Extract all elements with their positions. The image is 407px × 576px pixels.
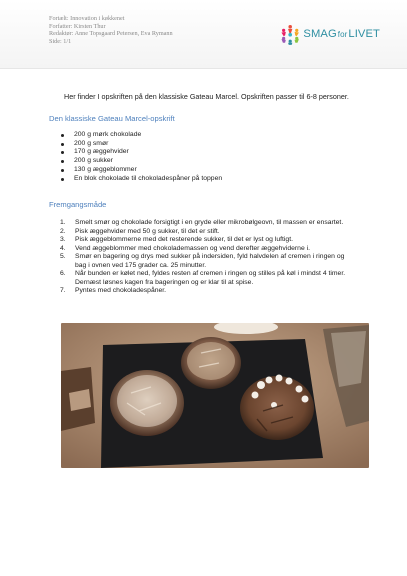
step-text: Pyntes med chokoladespåner. bbox=[75, 287, 167, 294]
ingredient-text: En blok chokolade til chokoladespåner på toppen bbox=[74, 174, 223, 182]
logo-text-small: for bbox=[337, 30, 348, 39]
ingredient-text: 200 g sukker bbox=[74, 157, 113, 165]
ingredient-item bbox=[49, 166, 349, 175]
step-text: Når bunden er kølet ned, fyldes resten af cremen i ringen og stilles på køl i mindst 4 timer. Dernæst løsnes kagen fra bageringen og er klar til at spise. bbox=[75, 270, 346, 286]
logo-text-main: SMAG bbox=[303, 28, 337, 40]
steps-list bbox=[49, 219, 349, 296]
smag-for-livet-logo[interactable] bbox=[280, 17, 380, 51]
ingredients-list bbox=[49, 131, 349, 183]
intro-paragraph: Her finder I opskriften på den klassiske Gateau Marcel. Opskriften passer til 6-8 personer. bbox=[64, 92, 349, 101]
bullet-icon bbox=[61, 134, 64, 137]
meta-line-section: Fortælt: Innovation i køkkenet bbox=[49, 15, 125, 22]
step-item bbox=[49, 245, 349, 254]
step-number: 1. bbox=[60, 219, 66, 226]
step-item bbox=[49, 236, 349, 245]
meta-line-editor: Redaktør: Anne Topsgaard Petersen, Eva Rymann bbox=[49, 30, 173, 38]
step-number: 3. bbox=[60, 236, 66, 243]
step-number: 4. bbox=[60, 244, 66, 252]
step-number: 5. bbox=[60, 253, 66, 260]
ingredient-item bbox=[49, 148, 349, 157]
step-item bbox=[49, 219, 349, 228]
logo-text-end: LIVET bbox=[348, 28, 380, 40]
ingredient-text: 200 g smør bbox=[74, 139, 109, 147]
ingredient-item bbox=[49, 157, 349, 166]
cake-photo-illustration bbox=[61, 323, 369, 468]
step-item bbox=[49, 253, 349, 270]
step-text: Smelt smør og chokolade forsigtigt i en gryde eller mikrobølgeovn, til massen er ensartet. bbox=[75, 219, 344, 226]
step-text: Smør en bagering og drys med sukker på indersiden, fyld halvdelen af cremen i ringen og bag i ovnen ved 175 grader ca. 25 minutter. bbox=[75, 253, 345, 269]
ingredient-text: 130 g æggeblommer bbox=[74, 165, 137, 173]
recipe-heading: Den klassiske Gateau Marcel-opskrift bbox=[49, 114, 175, 123]
step-number: 6. bbox=[60, 270, 66, 277]
step-number: 7. bbox=[60, 287, 66, 294]
method-heading: Fremgangsmåde bbox=[49, 200, 107, 209]
step-text: Vend æggeblommer med chokolademassen og vend derefter æggehviderne i. bbox=[75, 244, 311, 252]
bullet-icon bbox=[61, 151, 64, 154]
step-text: Pisk æggehvider med 50 g sukker, til det er stift. bbox=[75, 227, 220, 235]
page-header bbox=[0, 0, 407, 69]
step-item bbox=[49, 270, 349, 287]
meta-line-page: Side: 1/1 bbox=[49, 37, 72, 45]
step-item bbox=[49, 228, 349, 237]
bullet-icon bbox=[61, 178, 64, 181]
meta-line-author: Forfatter: Kirsten Thur bbox=[49, 22, 106, 30]
logo-wordmark bbox=[303, 28, 380, 40]
step-number: 2. bbox=[60, 227, 66, 235]
bullet-icon bbox=[61, 143, 64, 146]
ingredient-item bbox=[49, 175, 349, 184]
people-circle-logo-icon bbox=[280, 19, 300, 49]
bullet-icon bbox=[61, 169, 64, 172]
document-meta bbox=[49, 15, 173, 45]
step-text: Pisk æggeblommerne med det resterende sukker, til det er lyst og luftigt. bbox=[75, 236, 293, 243]
cake-photo bbox=[61, 323, 369, 468]
ingredient-text: 200 g mørk chokolade bbox=[74, 131, 142, 138]
ingredient-item bbox=[49, 131, 349, 140]
bullet-icon bbox=[61, 160, 64, 163]
step-item bbox=[49, 287, 349, 296]
ingredient-item bbox=[49, 140, 349, 149]
ingredient-text: 170 g æggehvider bbox=[74, 148, 129, 156]
